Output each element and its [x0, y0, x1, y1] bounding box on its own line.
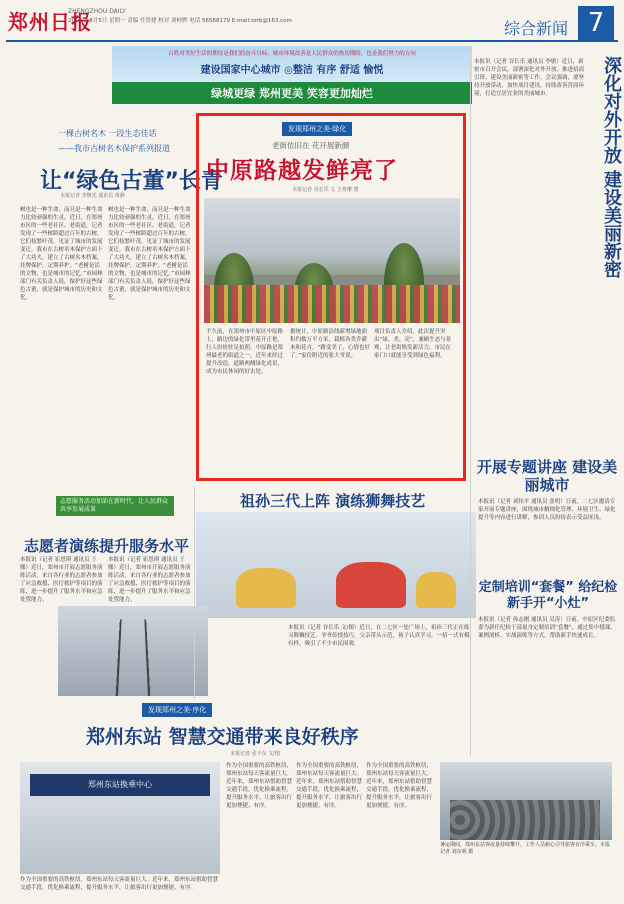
page-number: 7	[578, 6, 614, 40]
photo-flowers	[204, 285, 460, 323]
feature-kicker: 老街依旧在 花开展新颜	[272, 141, 350, 150]
lion-body: 本报讯（记者 谷长乐 文/图）近日，在二七区一处广场上，祖孙三代正在练习舞狮技艺。爷爷传授技巧，父亲带头示范，孩子认真学习，一招一式有模有样，吸引了不少市民围观。	[288, 625, 470, 647]
right-mid-headline: 开展专题讲座 建设美丽城市	[476, 458, 618, 494]
banner-bottom-text: 绿城更绿 郑州更美 笑容更加灿烂	[112, 82, 472, 104]
train-headline: 郑州东站 智慧交通带来良好秩序	[86, 726, 359, 748]
train-body-col0: 作为全国重要的高铁枢纽，郑州东站每天客流量巨大。近年来，郑州东站借助智慧交通手段，优化换乘流程，提升服务水平，让旅客出行更加便捷、有序。	[20, 877, 219, 891]
right-headline: 深化对外开放 建设美丽新密	[601, 56, 622, 279]
newspaper-en: ZHENGZHOU DAILY	[68, 8, 126, 15]
masthead	[6, 4, 618, 42]
feature-body-col2: 据统计，中原路沿线新增绿地面积约数万平方米，栽植各类乔灌木和花卉。“路变美了，心情也好了。”家住附近的张大爷说。	[290, 329, 370, 359]
train-byline: 本报记者 张丰东 文/图	[230, 751, 280, 757]
column-divider	[194, 486, 195, 698]
volunteer-tag: 志愿服务活动加油在新时代，让人民群众共享发展成果	[56, 496, 174, 516]
pylon-photo	[58, 606, 208, 696]
right-body: 本报讯（记者 谷长乐 通讯员 李敏）近日，新密市召开会议，部署深化对外开放、推进招商引资、建设美丽新密等工作。会议强调，要坚持开放带动，加快项目建设，持续改善营商环境，打造宜居宜业的美丽城市。	[474, 59, 585, 97]
feature-photo	[204, 198, 460, 323]
lion-dance-photo	[196, 512, 476, 618]
feature-body-col3: 项目负责人介绍，此次提升突出“绿、美、亮”，兼顾生态与景观，让老街焕发新活力，市民在家门口就能享受到绿色福利。	[374, 329, 452, 359]
right-mid-body: 本报讯（记者 刘伟平 通讯员 张明）日前，二七区邀请专家开展专题讲座，围绕城市精细化管理、环境卫生、绿化提升等内容进行讲解，参训人员纷纷表示受益匪浅。	[478, 499, 616, 521]
column-divider	[470, 46, 471, 756]
crowd-caption: 暑运期间，郑州东站客流量持续攀升，工作人员耐心引导旅客有序乘车。本报记者 刘东明 摄	[440, 842, 611, 855]
left-kicker2: ——我市古树名木保护系列报道	[58, 144, 170, 153]
banner-top-text: 百姓对美好生活的期待是我们的奋斗目标，城市环境改善是人民群众的热切期盼，也是我们努力的方向	[168, 51, 416, 57]
left-body-col1: 树也是一种生命，而且是一种生命力比较顽强的生灵。近日，在郑州市区的一些老社区、老街道，记者发现了一些树龄超过百年的古树，它们枝繁叶茂，见证了城市的发展变迁。我市在古树名木保护方面下了大功夫，建立了古树名木档案，挂牌保护，定期养护。“老树是活的文物，也是城市的记忆。”市园林部门有关负责人说，保护好这些绿色古董，就是保护城市的历史和文化。	[20, 207, 103, 301]
right-low-body: 本报讯（记者 孙志刚 通讯员 吴涛）日前，中原区纪委监委为新任纪检干部量身定制培训“套餐”，通过集中授课、案例剖析、实战演练等方式，帮助新手快速成长。	[478, 617, 616, 639]
station-photo	[20, 762, 220, 874]
section-title: 综合新闻	[503, 19, 568, 38]
left-byline: 本报记者 李继光 通讯员 黄静	[60, 193, 125, 199]
feature-byline: 本报记者 谷长乐 文 王秀瓈 图	[292, 187, 359, 193]
feature-tag: 发现郑州之美·绿化	[282, 122, 352, 136]
volunteer-headline: 志愿者演练提升服务水平	[24, 537, 190, 555]
right-low-headline: 定制培训“套餐” 给纪检新手开“小灶”	[478, 580, 618, 611]
crowd-photo	[440, 762, 612, 840]
train-body-col2: 作为全国重要的高铁枢纽，郑州东站每天客流量巨大。近年来，郑州东站借助智慧交通手段，优化换乘流程，提升服务水平，让旅客出行更加便捷、有序。	[296, 763, 362, 809]
newspaper-logo: 郑州日报	[8, 10, 92, 34]
train-body-col3: 作为全国重要的高铁枢纽，郑州东站每天客流量巨大。近年来，郑州东站借助智慧交通手段，优化换乘流程，提升服务水平，让旅客出行更加便捷、有序。	[366, 763, 433, 809]
left-headline: 让“绿色古董”长青	[40, 169, 223, 194]
issue-info: 2019年 8月5日 星期一 责编 任贺捷 校对 刘柯骅 电话 56568179 E-mail:zzrb@163.com	[68, 18, 292, 24]
train-tag: 发现郑州之美·序化	[142, 703, 212, 717]
train-body-col1: 作为全国重要的高铁枢纽，郑州东站每天客流量巨大。近年来，郑州东站借助智慧交通手段，优化换乘流程，提升服务水平，让旅客出行更加便捷、有序。	[226, 763, 292, 809]
feature-body-col1: 不久前，在郑州市中原区中原路上，路边的绿化带里花开正艳，行人纷纷驻足拍照。中原路是郑州最老的街道之一，近年来经过提升改造，道路两侧绿化成景，成为市民休闲的好去处。	[206, 329, 284, 375]
feature-headline: 中原路越发鲜亮了	[206, 158, 398, 184]
lion-headline: 祖孙三代上阵 演练狮舞技艺	[240, 492, 426, 510]
banner-mid-text: 建设国家中心城市 ◎整洁 有序 舒适 愉悦	[200, 65, 384, 76]
campaign-banner	[112, 46, 472, 106]
station-board: 郑州东站换乘中心	[30, 774, 210, 796]
left-body-col2: 树也是一种生命，而且是一种生命力比较顽强的生灵。近日，在郑州市区的一些老社区、老街道，记者发现了一些树龄超过百年的古树，它们枝繁叶茂，见证了城市的发展变迁。我市在古树名木保护方面下了大功夫，建立了古树名木档案，挂牌保护，定期养护。“老树是活的文物，也是城市的记忆。”市园林部门有关负责人说，保护好这些绿色古董，就是保护城市的历史和文化。	[108, 207, 191, 301]
volunteer-body-col2: 本报讯（记者 崔思琪 通讯员 王娜）近日，郑州市开展志愿服务演练活动，来自各行业的志愿者参加了应急救援、医疗救护等项目的演练，进一步提升了服务水平和应急处置能力。	[108, 557, 191, 602]
left-kicker: 一棵古树名木 一段生态佳话	[58, 129, 157, 138]
volunteer-body-col1: 本报讯（记者 崔思琪 通讯员 王娜）近日，郑州市开展志愿服务演练活动，来自各行业的志愿者参加了应急救援、医疗救护等项目的演练，进一步提升了服务水平和应急处置能力。	[20, 557, 103, 603]
